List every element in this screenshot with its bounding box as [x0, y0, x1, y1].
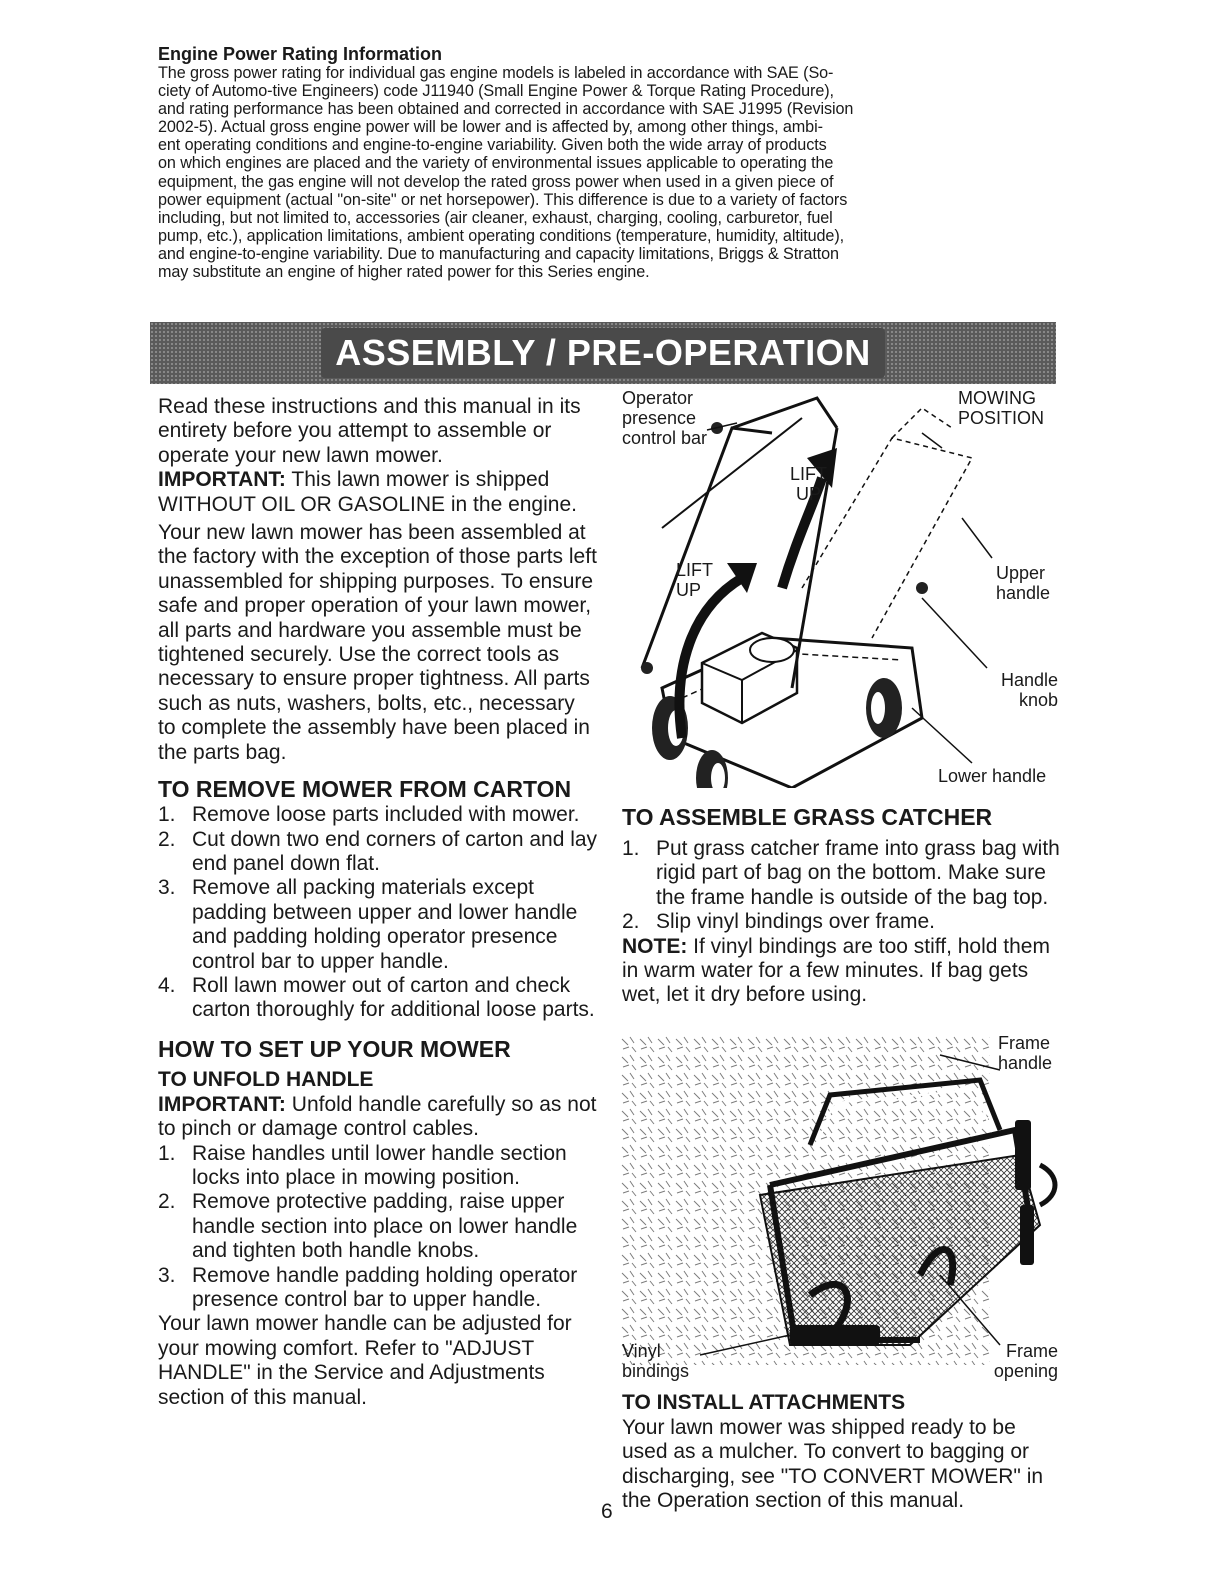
- list-item: [158, 876, 598, 974]
- remove-carton-heading: TO REMOVE MOWER FROM CARTON: [158, 776, 572, 803]
- intro-assembled-text: Your new lawn mower has been assembled at the factory with the exception of those parts left unassembled for shipping purposes. To ensure safe and proper operation of your lawn mower, all parts and hardware you assemble must be tightened securely. Use the correct tools as necessary to ensure proper tightness. All parts such as nuts, washers, bolts, etc., necessary to complete the assembly have been placed in the parts bag.: [158, 521, 597, 764]
- frame-handle-label: Frame handle: [998, 1033, 1053, 1073]
- engine-info-line: and rating performance has been obtained and corrected in accordance with SAE J1995 (Revision: [158, 100, 854, 119]
- step-text: Cut down two end corners of carton and lay end panel down flat.: [192, 827, 598, 875]
- attachments-heading: TO INSTALL ATTACHMENTS: [622, 1391, 906, 1414]
- lower-handle-label: Lower handle: [938, 766, 1047, 786]
- important-label: IMPORTANT:: [158, 1092, 286, 1116]
- step-number: 2.: [158, 827, 176, 851]
- engine-info-line: equipment, the gas engine will not develop the rated gross power when used in a given piece of: [158, 172, 834, 191]
- important-text: Unfold handle carefully so as not to pinch or damage control cables.: [158, 1092, 597, 1141]
- left-column: [158, 395, 598, 1410]
- intro-important: [158, 468, 598, 517]
- engine-info-line: The gross power rating for individual gas engine models is labeled in accordance with SAE (So-: [158, 64, 834, 82]
- engine-info-line: including, but not limited to, accessories (air cleaner, exhaust, charging, cooling, carburetor, fuel: [158, 208, 833, 227]
- engine-info-text: [158, 64, 1058, 281]
- step-text: Remove loose parts included with mower.: [192, 803, 580, 827]
- setup-heading: HOW TO SET UP YOUR MOWER: [158, 1035, 511, 1062]
- frame-opening-label: Frame opening: [993, 1341, 1058, 1381]
- step-text: Raise handles until lower handle section locks into place in mowing position.: [192, 1141, 567, 1189]
- attachments-text: Your lawn mower was shipped ready to be used as a mulcher. To convert to bagging or discharging, see "TO CONVERT MOWER" in the Operation section of this manual.: [622, 1416, 1044, 1513]
- engine-info-line: 2002-5). Actual gross engine power will be lower and is affected by, among other things, ambi-: [158, 118, 823, 137]
- step-number: 2.: [158, 1190, 176, 1214]
- step-number: 1.: [622, 837, 640, 860]
- important-label: IMPORTANT:: [158, 468, 286, 492]
- list-item: [158, 1142, 598, 1191]
- step-number: 1.: [158, 803, 176, 827]
- engine-info-line: power equipment (actual "on-site" or net horsepower). This difference is due to a variety of factors: [158, 190, 848, 209]
- step-text: Remove handle padding holding operator presence control bar to upper handle.: [192, 1263, 578, 1311]
- operator-presence-label: Operator presence control bar: [622, 388, 708, 448]
- engine-info-line: on which engines are placed and the variety of environmental issues applicable to operating the: [158, 154, 834, 173]
- unfold-handle-heading: TO UNFOLD HANDLE: [158, 1067, 374, 1091]
- grass-catcher-steps: [622, 837, 1062, 935]
- intro-read-text: Read these instructions and this manual in its entirety before you attempt to assemble or operate your new lawn mower.: [158, 395, 581, 467]
- step-number: 1.: [158, 1141, 176, 1165]
- step-text: Roll lawn mower out of carton and check carton thoroughly for additional loose parts.: [192, 973, 595, 1022]
- step-number: 3.: [158, 876, 176, 900]
- handle-knob-label: Handle knob: [1000, 670, 1058, 710]
- step-text: Remove all packing materials except padding between upper and lower handle and padding holding operator presence control bar to upper handle.: [192, 876, 578, 973]
- list-item: [622, 837, 1062, 910]
- grass-catcher-section: [622, 803, 1062, 1008]
- page-number: 6: [601, 1500, 613, 1523]
- step-text: Slip vinyl bindings over frame.: [656, 910, 935, 934]
- step-number: 2.: [622, 910, 640, 934]
- note-text: If vinyl bindings are too stiff, hold them in warm water for a few minutes. If bag gets wet, let it dry before using.: [622, 934, 1050, 1007]
- list-item: [158, 1264, 598, 1313]
- list-item: [158, 1190, 598, 1263]
- lift-up-left-label: LIFT UP: [676, 560, 714, 600]
- engine-info-line: pump, etc.), application limitations, ambient operating conditions (temperature, humidity, altitude),: [158, 226, 845, 245]
- step-number: 4.: [158, 973, 176, 997]
- section-banner: [150, 322, 1056, 384]
- step-text: Remove protective padding, raise upper handle section into place on lower handle and tighten both handle knobs.: [192, 1190, 578, 1263]
- setup-important: [158, 1093, 598, 1142]
- step-number: 3.: [158, 1263, 176, 1287]
- grass-catcher-note: [622, 935, 1062, 1008]
- mower-figure: [622, 388, 1062, 788]
- banner-title: ASSEMBLY / PRE-OPERATION: [321, 328, 884, 378]
- grass-catcher-figure: [620, 1035, 1060, 1385]
- list-item: [158, 974, 598, 1023]
- remove-carton-steps: [158, 803, 598, 1023]
- adjust-handle-text: Your lawn mower handle can be adjusted for your mowing comfort. Refer to "ADJUST HANDLE" in the Service and Adjustments section of this manual.: [158, 1312, 572, 1409]
- engine-info-title: Engine Power Rating Information: [158, 44, 443, 64]
- lift-up-top-label: LIFT UP: [790, 464, 828, 504]
- important-text: This lawn mower is shipped WITHOUT OIL OR GASOLINE in the engine.: [158, 468, 577, 516]
- list-item: [158, 828, 598, 877]
- grass-catcher-heading: TO ASSEMBLE GRASS CATCHER: [622, 804, 993, 830]
- engine-info-line: may substitute an engine of higher rated power for this Series engine.: [158, 263, 650, 282]
- vinyl-bindings-label: Vinyl bindings: [622, 1341, 690, 1381]
- grass-catcher-illustration: [620, 1035, 1060, 1385]
- list-item: [622, 910, 1062, 934]
- list-item: [158, 803, 598, 827]
- upper-handle-label: Upper handle: [996, 563, 1051, 603]
- unfold-handle-steps: [158, 1142, 598, 1313]
- engine-power-info: [158, 44, 1058, 281]
- engine-info-line: ent operating conditions and engine-to-engine variability. Given both the wide array of products: [158, 136, 827, 155]
- note-label: NOTE:: [622, 934, 688, 958]
- step-text: Put grass catcher frame into grass bag with rigid part of bag on the bottom. Make sure the frame handle is outside of the bag top.: [656, 837, 1060, 909]
- engine-info-line: and engine-to-engine variability. Due to manufacturing and capacity limitations, Briggs & Stratton: [158, 244, 839, 263]
- mowing-position-label: MOWING POSITION: [958, 388, 1045, 428]
- engine-info-line: ciety of Automo-tive Engineers) code J11940 (Small Engine Power & Torque Rating Procedure),: [158, 82, 834, 101]
- attachments-section: [622, 1386, 1062, 1514]
